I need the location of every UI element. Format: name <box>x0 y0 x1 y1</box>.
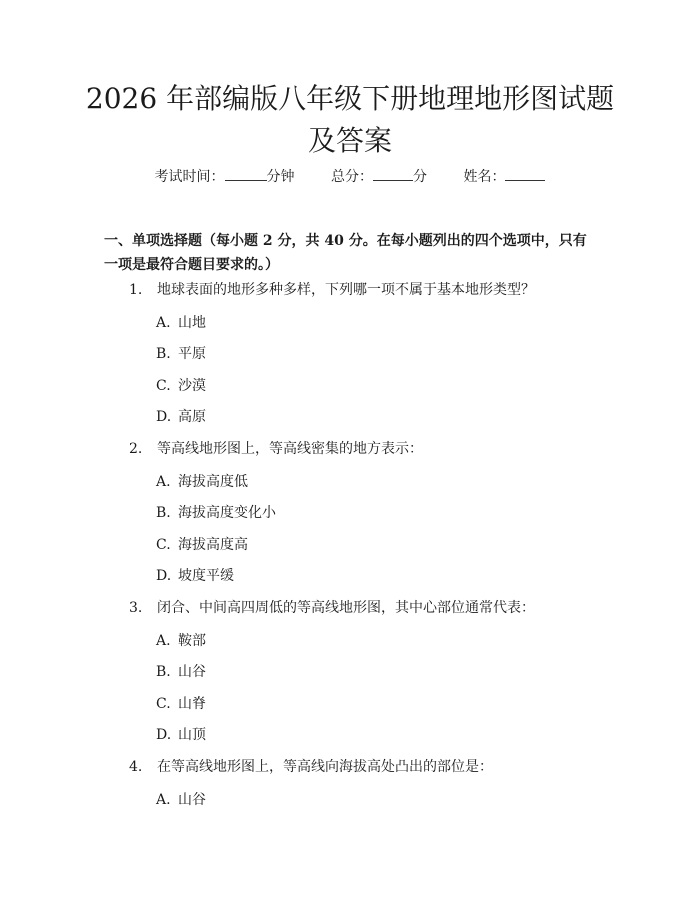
total-score-unit: 分 <box>413 169 427 185</box>
option-label: B. <box>156 664 171 680</box>
option-label: D. <box>156 568 172 584</box>
exam-time-blank <box>225 166 267 181</box>
option-text: 沙漠 <box>178 378 206 394</box>
question-number: 2. <box>129 441 143 457</box>
option-label: D. <box>156 409 172 425</box>
question-text: 闭合、中间高四周低的等高线地形图，其中心部位通常代表： <box>157 600 535 616</box>
question-number: 4. <box>129 759 143 775</box>
option-text: 山地 <box>178 315 206 331</box>
option-label: C. <box>156 378 171 394</box>
total-score-label: 总分： <box>331 169 373 185</box>
question-number: 3. <box>129 600 143 616</box>
exam-time-field <box>155 169 295 185</box>
option-text: 海拔高度变化小 <box>178 505 276 521</box>
option-label: D. <box>156 727 172 743</box>
exam-time-label: 考试时间： <box>154 169 225 185</box>
section-heading: 一、单项选择题（每小题 2 分，共 40 分。在每小题列出的四个选项中，只有一项是最符合题目要求的。） <box>104 233 587 273</box>
option-text: 平原 <box>178 346 206 362</box>
page-title: 2026 年部编版八年级下册地理地形图试题及答案 <box>85 82 615 157</box>
option-text: 坡度平缓 <box>178 568 234 584</box>
exam-time-unit: 分钟 <box>266 169 295 185</box>
option-text: 山顶 <box>178 727 206 743</box>
option-label: A. <box>156 315 171 331</box>
name-blank <box>505 166 545 181</box>
option-text: 山谷 <box>178 792 206 808</box>
option-label: A. <box>156 474 171 490</box>
option-label: B. <box>156 346 171 362</box>
question-text: 地球表面的地形多种多样，下列哪一项不属于基本地形类型？ <box>157 282 535 298</box>
option-label: C. <box>156 696 171 712</box>
question-number: 1. <box>129 282 143 298</box>
name-label: 姓名： <box>463 169 506 185</box>
option-text: 山脊 <box>178 696 206 712</box>
question-text: 在等高线地形图上，等高线向海拔高处凸出的部位是： <box>157 759 493 775</box>
option-label: A. <box>156 633 171 649</box>
total-score-field <box>331 169 427 185</box>
option-label: A. <box>156 792 171 808</box>
exam-info-line <box>0 166 700 187</box>
question-text: 等高线地形图上，等高线密集的地方表示： <box>157 441 423 457</box>
option-text: 高原 <box>178 409 206 425</box>
option-text: 鞍部 <box>178 633 206 649</box>
name-field <box>463 169 545 185</box>
total-score-blank <box>373 166 413 181</box>
option-label: C. <box>156 537 171 553</box>
option-text: 山谷 <box>178 664 206 680</box>
option-text: 海拔高度高 <box>178 537 248 553</box>
option-label: B. <box>156 505 171 521</box>
option-text: 海拔高度低 <box>178 474 248 490</box>
